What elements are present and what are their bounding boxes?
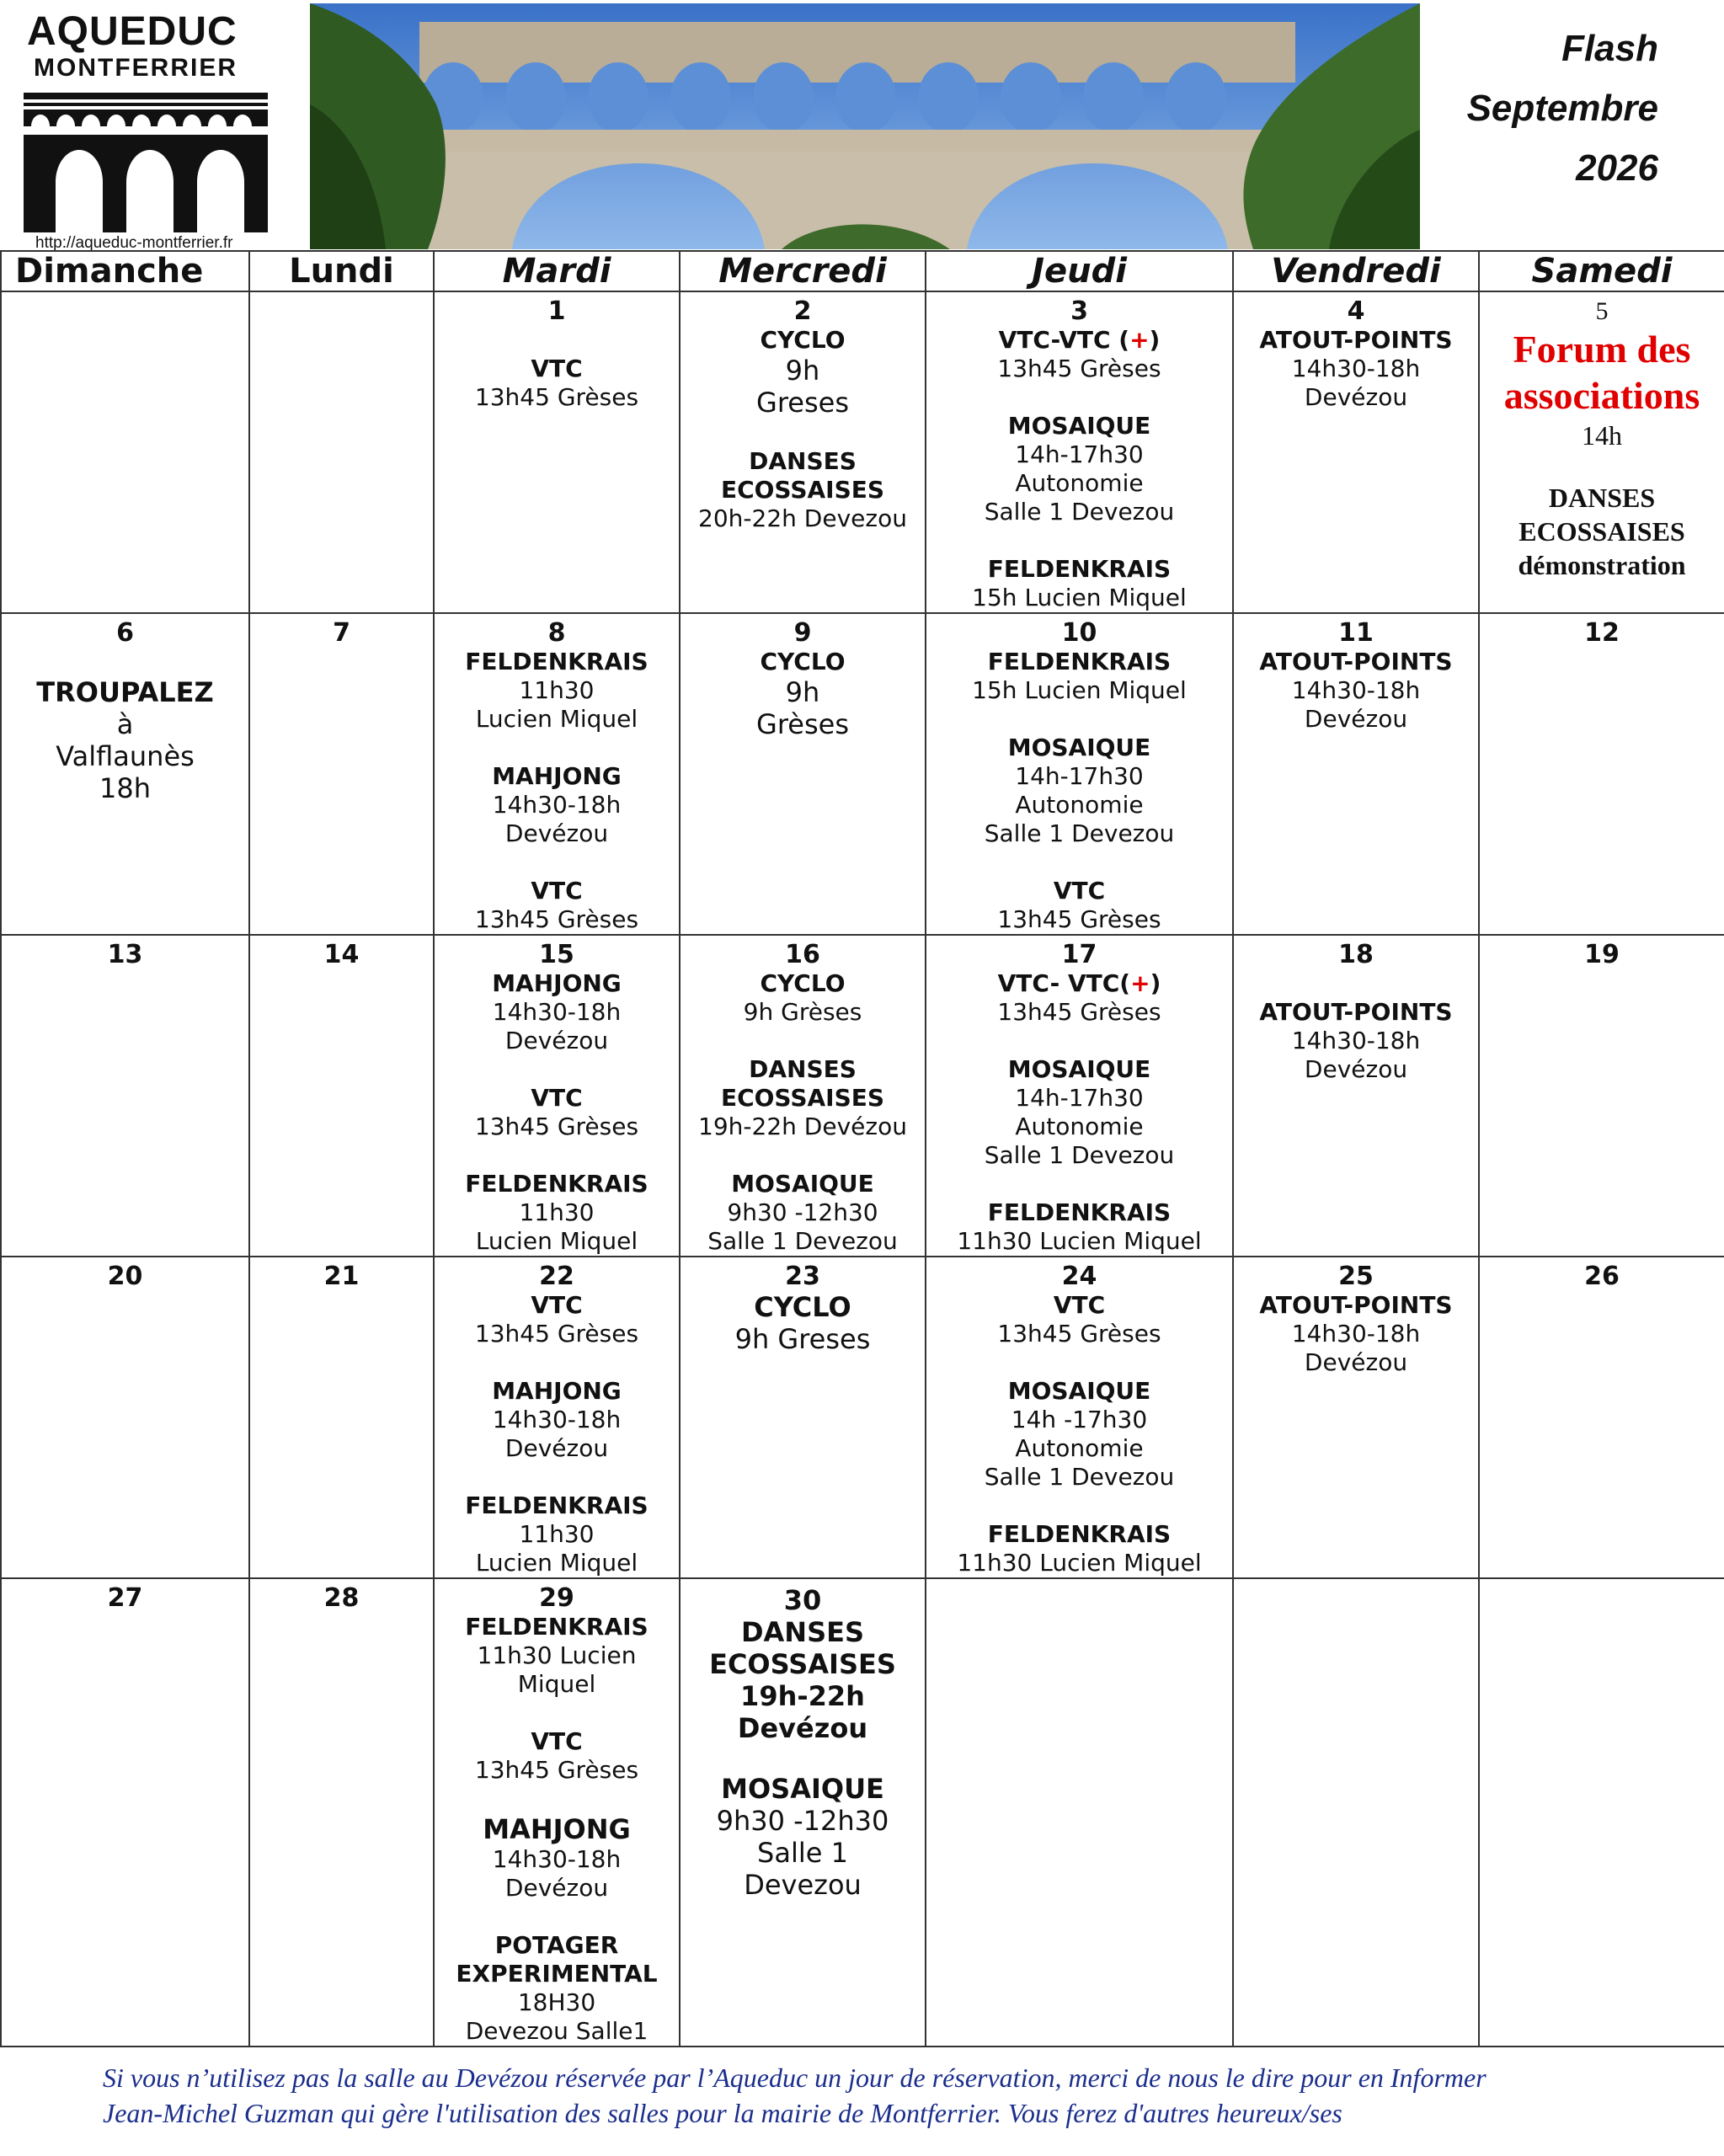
- day-cell: [249, 291, 434, 613]
- footer-line: Si vous n’utilisez pas la salle au Devézou réservée par l’Aqueduc un jour de réservation, merci de nous le dire pour en Informer: [103, 2063, 1486, 2093]
- event-detail: Devézou: [737, 1712, 868, 1744]
- day-cell-30: [680, 1578, 926, 2047]
- event-detail: 13h45 Grèses: [474, 383, 639, 411]
- event-detail: Valflaunès: [56, 740, 195, 772]
- event-title-close: ): [1149, 326, 1161, 354]
- event-detail: Greses: [756, 387, 849, 419]
- event-detail: Lucien Miquel: [475, 1227, 638, 1255]
- event-title: MOSAIQUE: [731, 1170, 874, 1198]
- day-number: 25: [1338, 1262, 1374, 1291]
- event-detail: Autonomie: [1015, 469, 1144, 497]
- logo-url: http://aqueduc-montferrier.fr: [35, 234, 233, 252]
- event-detail: Autonomie: [1015, 1434, 1144, 1462]
- event-title: FELDENKRAIS: [987, 648, 1172, 675]
- event-detail: 14h -17h30: [1011, 1406, 1148, 1433]
- day-number: 30: [783, 1584, 822, 1616]
- event-detail: Salle 1 Devezou: [984, 1463, 1175, 1491]
- day-cell-14: [249, 935, 434, 1257]
- day-number: 21: [323, 1262, 360, 1291]
- event-detail: 14h-17h30: [1015, 1084, 1144, 1112]
- event-detail: Devézou: [1304, 705, 1408, 733]
- event-detail: 13h45 Grèses: [997, 355, 1161, 382]
- event-detail: Devezou Salle1: [465, 2017, 649, 2045]
- day-cell: [1479, 1578, 1724, 2047]
- event-title: FELDENKRAIS: [987, 1520, 1172, 1548]
- day-number: 29: [539, 1583, 574, 1613]
- event-detail: démonstration: [1518, 550, 1686, 580]
- event-title-text: VTC- VTC(: [997, 969, 1131, 997]
- event-title: CYCLO: [754, 1291, 851, 1323]
- event-detail: Salle 1 Devezou: [707, 1227, 898, 1255]
- event-detail: 19h-22h: [740, 1680, 865, 1712]
- event-title: DANSES: [749, 1055, 857, 1083]
- event-title: VTC: [1053, 1291, 1106, 1319]
- event-title: TROUPALEZ: [36, 676, 214, 708]
- event-detail: Grèses: [756, 708, 849, 740]
- event-title: ATOUT-POINTS: [1259, 1291, 1453, 1319]
- event-detail: 13h45 Grèses: [474, 1113, 639, 1140]
- day-cell-2: [680, 291, 926, 613]
- event-title: DANSES: [1548, 483, 1656, 513]
- event-detail: 13h45 Grèses: [997, 998, 1161, 1026]
- event-detail: Devezou: [744, 1869, 862, 1901]
- day-number: 15: [539, 940, 574, 969]
- day-cell-21: [249, 1257, 434, 1578]
- event-detail: 9h: [785, 676, 820, 708]
- event-title: [926, 326, 1232, 355]
- day-number: 12: [1584, 618, 1620, 648]
- event-detail: Salle 1 Devezou: [984, 819, 1175, 847]
- weekday-monday: Lundi: [249, 251, 434, 291]
- event-detail: Devézou: [1304, 383, 1408, 411]
- day-number: 9: [793, 618, 812, 648]
- event-detail: 9h: [785, 355, 820, 387]
- weekday-sunday: Dimanche: [1, 251, 249, 291]
- event-detail: 11h30: [519, 1520, 595, 1548]
- event-detail: 9h30 -12h30: [716, 1805, 889, 1837]
- day-number: 22: [539, 1262, 574, 1291]
- event-title: FELDENKRAIS: [465, 648, 649, 675]
- weekday-tuesday: Mardi: [434, 251, 680, 291]
- plus-marker: +: [1129, 326, 1150, 354]
- event-detail: 13h45 Grèses: [474, 1320, 639, 1348]
- event-detail: 14h30-18h: [1291, 676, 1421, 704]
- event-detail: 9h Greses: [734, 1323, 871, 1355]
- event-detail: 9h Grèses: [743, 998, 862, 1026]
- event-title: POTAGER: [494, 1931, 619, 1959]
- day-cell-5: [1479, 291, 1724, 613]
- day-cell-8: [434, 613, 680, 935]
- event-detail: Devézou: [1304, 1348, 1408, 1376]
- day-cell-4: [1233, 291, 1479, 613]
- event-detail: 14h30-18h: [492, 998, 622, 1026]
- event-detail: 18h: [99, 772, 151, 804]
- day-cell: [1233, 1578, 1479, 2047]
- day-cell: [926, 1578, 1233, 2047]
- day-number: 19: [1584, 940, 1620, 969]
- event-detail: 18H30: [517, 1988, 596, 2016]
- flash-title: [1467, 19, 1658, 198]
- event-title: MAHJONG: [492, 762, 622, 790]
- day-cell-13: [1, 935, 249, 1257]
- day-cell-15: [434, 935, 680, 1257]
- event-detail: 14h30-18h: [1291, 1320, 1421, 1348]
- aqueduct-logo-icon: [24, 89, 276, 232]
- day-cell-23: [680, 1257, 926, 1578]
- month-label: Septembre: [1466, 88, 1658, 129]
- event-title: VTC: [1053, 877, 1106, 905]
- day-cell-20: [1, 1257, 249, 1578]
- calendar-grid: [0, 250, 1724, 2047]
- day-number: 17: [1061, 940, 1097, 969]
- event-title: EXPERIMENTAL: [456, 1960, 658, 1988]
- weekday-header-row: [1, 251, 1724, 291]
- event-title: VTC: [531, 1084, 583, 1112]
- event-title: FELDENKRAIS: [987, 555, 1172, 583]
- day-cell-28: [249, 1578, 434, 2047]
- day-cell-9: [680, 613, 926, 935]
- day-cell-12: [1479, 613, 1724, 935]
- event-title: FELDENKRAIS: [465, 1170, 649, 1198]
- forum-title: associations: [1503, 374, 1700, 417]
- event-title: [926, 969, 1232, 998]
- event-detail: 14h30-18h: [1291, 355, 1421, 382]
- event-title: CYCLO: [760, 648, 846, 675]
- event-title: VTC: [531, 1291, 583, 1319]
- event-title: ECOSSAISES: [1519, 516, 1685, 547]
- event-title: ATOUT-POINTS: [1259, 326, 1453, 354]
- event-detail: Devézou: [1304, 1055, 1408, 1083]
- day-number: 28: [323, 1583, 360, 1613]
- year-label: 2026: [1576, 147, 1658, 189]
- day-number: 1: [547, 296, 566, 326]
- event-detail: Devézou: [504, 1027, 609, 1054]
- event-detail: 13h45 Grèses: [474, 1756, 639, 1784]
- weekday-wednesday: Mercredi: [680, 251, 926, 291]
- event-title: FELDENKRAIS: [987, 1198, 1172, 1226]
- event-title: ATOUT-POINTS: [1259, 648, 1453, 675]
- day-cell-6: [1, 613, 249, 935]
- day-number: 23: [785, 1262, 820, 1291]
- event-title: MAHJONG: [492, 969, 622, 997]
- event-title: MOSAIQUE: [721, 1773, 884, 1805]
- event-detail: 15h Lucien Miquel: [972, 676, 1187, 704]
- event-detail: 14h30-18h: [1291, 1027, 1421, 1054]
- event-detail: 11h30 Lucien: [477, 1641, 637, 1669]
- event-title: DANSES: [749, 447, 857, 475]
- week-row: [1, 1578, 1724, 2047]
- event-detail: Devézou: [504, 1434, 609, 1462]
- event-title: ECOSSAISES: [720, 476, 885, 504]
- event-detail: 14h-17h30: [1015, 440, 1144, 468]
- event-detail: Lucien Miquel: [475, 1549, 638, 1577]
- event-detail: 14h30-18h: [492, 1406, 622, 1433]
- day-number: 10: [1061, 618, 1097, 648]
- day-cell-27: [1, 1578, 249, 2047]
- day-cell-18: [1233, 935, 1479, 1257]
- forum-title: Forum des: [1513, 328, 1691, 371]
- event-detail: Salle 1: [757, 1837, 848, 1869]
- day-number: 6: [116, 618, 134, 648]
- event-detail: Autonomie: [1015, 791, 1144, 819]
- event-detail: à: [116, 708, 134, 740]
- event-detail: Devézou: [504, 1874, 609, 1902]
- event-title-close: ): [1150, 969, 1161, 997]
- footer-note: [103, 2060, 1703, 2131]
- week-row: [1, 291, 1724, 613]
- event-detail: Autonomie: [1015, 1113, 1144, 1140]
- plus-marker: +: [1130, 969, 1150, 997]
- day-number: 26: [1584, 1262, 1620, 1291]
- event-detail: 13h45 Grèses: [997, 1320, 1161, 1348]
- event-detail: 14h-17h30: [1015, 762, 1144, 790]
- day-cell-17: [926, 935, 1233, 1257]
- event-title: FELDENKRAIS: [465, 1613, 649, 1641]
- event-detail: Salle 1 Devezou: [984, 498, 1175, 526]
- day-number: 14: [323, 940, 360, 969]
- event-detail: 11h30: [519, 676, 595, 704]
- day-cell-24: [926, 1257, 1233, 1578]
- day-cell-10: [926, 613, 1233, 935]
- event-title: MOSAIQUE: [1007, 734, 1151, 761]
- day-cell-26: [1479, 1257, 1724, 1578]
- event-detail: 14h30-18h: [492, 791, 622, 819]
- day-number: 13: [107, 940, 143, 969]
- weekday-friday: Vendredi: [1233, 251, 1479, 291]
- weekday-saturday: Samedi: [1479, 251, 1724, 291]
- event-title: VTC: [531, 1727, 583, 1755]
- day-number: 8: [547, 618, 566, 648]
- day-cell-29: [434, 1578, 680, 2047]
- event-detail: 14h30-18h: [492, 1845, 622, 1873]
- event-title: MOSAIQUE: [1007, 412, 1151, 440]
- event-title-text: VTC-VTC (: [998, 326, 1130, 354]
- event-title: ECOSSAISES: [720, 1084, 885, 1112]
- event-title: CYCLO: [760, 326, 846, 354]
- day-cell: [1, 291, 249, 613]
- day-number: 16: [785, 940, 820, 969]
- day-cell-11: [1233, 613, 1479, 935]
- event-title: FELDENKRAIS: [465, 1492, 649, 1519]
- event-detail: 9h30 -12h30: [727, 1198, 878, 1226]
- event-title: MOSAIQUE: [1007, 1377, 1151, 1405]
- day-number: 2: [793, 296, 812, 326]
- day-number: 18: [1338, 940, 1374, 969]
- day-number: 24: [1061, 1262, 1097, 1291]
- event-detail: 11h30 Lucien Miquel: [957, 1549, 1202, 1577]
- event-detail: Devézou: [504, 819, 609, 847]
- logo-title: AQUEDUC: [27, 9, 238, 54]
- event-detail: Miquel: [517, 1670, 596, 1698]
- event-title: MAHJONG: [492, 1377, 622, 1405]
- logo-subtitle: MONTFERRIER: [34, 54, 238, 82]
- aqueduct-photo: [310, 3, 1420, 249]
- day-cell-19: [1479, 935, 1724, 1257]
- event-detail: Lucien Miquel: [475, 705, 638, 733]
- event-detail: Salle 1 Devezou: [984, 1141, 1175, 1169]
- week-row: [1, 613, 1724, 935]
- day-number: 5: [1595, 297, 1609, 325]
- event-detail: 13h45 Grèses: [997, 905, 1161, 933]
- day-number: 3: [1070, 296, 1088, 326]
- day-number: 4: [1347, 296, 1365, 326]
- event-detail: 14h: [1582, 420, 1622, 451]
- week-row: [1, 935, 1724, 1257]
- event-detail: 11h30: [519, 1198, 595, 1226]
- day-cell-1: [434, 291, 680, 613]
- day-cell-3: [926, 291, 1233, 613]
- day-number: 27: [107, 1583, 143, 1613]
- event-title: MAHJONG: [483, 1813, 631, 1845]
- event-title: ECOSSAISES: [709, 1648, 896, 1680]
- flash-label: Flash: [1561, 28, 1658, 69]
- event-title: ATOUT-POINTS: [1259, 998, 1453, 1026]
- event-title: VTC: [531, 877, 583, 905]
- event-title: DANSES: [740, 1616, 865, 1648]
- event-title: CYCLO: [760, 969, 846, 997]
- event-detail: 15h Lucien Miquel: [972, 584, 1187, 611]
- day-cell-16: [680, 935, 926, 1257]
- event-detail: 20h-22h Devezou: [698, 504, 907, 532]
- day-number: 20: [107, 1262, 143, 1291]
- event-title: VTC: [531, 355, 583, 382]
- event-detail: 11h30 Lucien Miquel: [957, 1227, 1202, 1255]
- weekday-thursday: Jeudi: [926, 251, 1233, 291]
- event-detail: 13h45 Grèses: [474, 905, 639, 933]
- day-cell-7: [249, 613, 434, 935]
- footer-line: Jean-Michel Guzman qui gère l'utilisation des salles pour la mairie de Montferrier. Vous ferez d'autres heureux/ses: [103, 2098, 1342, 2128]
- aqueduc-logo: [19, 5, 309, 252]
- header: [0, 0, 1724, 250]
- event-title: MOSAIQUE: [1007, 1055, 1151, 1083]
- event-detail: 19h-22h Devézou: [698, 1113, 907, 1140]
- day-cell-22: [434, 1257, 680, 1578]
- day-cell-25: [1233, 1257, 1479, 1578]
- day-number: 7: [333, 618, 350, 648]
- day-number: 11: [1338, 618, 1374, 648]
- week-row: [1, 1257, 1724, 1578]
